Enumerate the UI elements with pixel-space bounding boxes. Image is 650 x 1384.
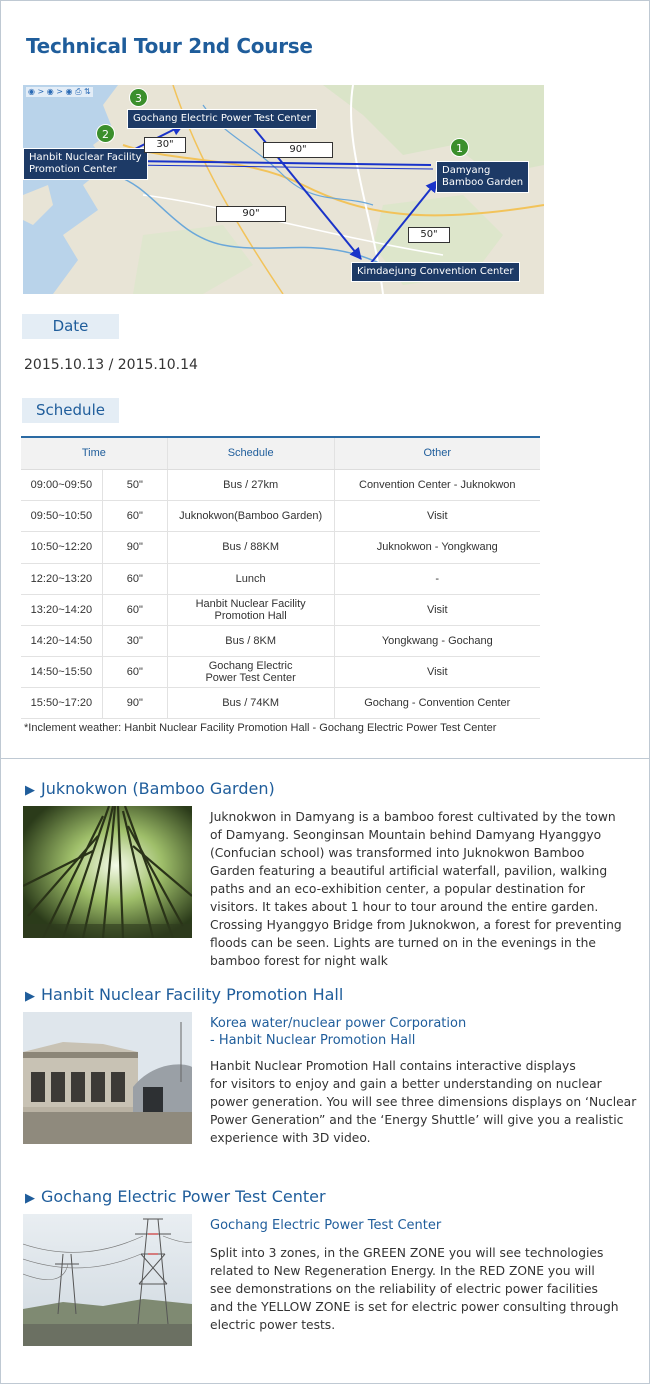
marker-2[interactable]: 2	[96, 124, 115, 143]
cell-duration: 60"	[102, 500, 167, 531]
cell-other: Visit	[334, 656, 540, 687]
feature-body-gochang: Split into 3 zones, in the GREEN ZONE you will see technologies related to New Regeneration Energy. In the RED ZONE you will see demonstrations on the reliability of electric power facilities and the YELLOW ZONE is set for electric power consulting through electric power tests.	[210, 1246, 619, 1332]
schedule-body	[21, 469, 540, 718]
date-label: Date	[22, 314, 119, 339]
cell-time: 14:20~14:50	[21, 625, 102, 656]
feature-title-hanbit	[25, 985, 343, 1004]
cell-schedule: Juknokwon(Bamboo Garden)	[167, 500, 334, 531]
table-row	[21, 500, 540, 531]
table-header-row	[21, 437, 540, 469]
duration-badge-90-bottom: 90"	[216, 206, 286, 222]
map-label-hanbit-line2: Promotion Center	[29, 164, 117, 175]
cell-time: 13:20~14:20	[21, 594, 102, 625]
triangle-bullet-icon: ▶	[25, 989, 35, 1004]
feature-subtitle-hanbit: Korea water/nuclear power Corporation - Hanbit Nuclear Promotion Hall	[210, 1016, 467, 1048]
cell-duration: 60"	[102, 563, 167, 594]
map-label-damyang[interactable]	[436, 161, 529, 193]
map-label-gochang[interactable]: Gochang Electric Power Test Center	[127, 109, 317, 129]
cell-duration: 90"	[102, 531, 167, 563]
feature-title-text: Hanbit Nuclear Facility Promotion Hall	[41, 985, 344, 1004]
cell-time: 10:50~12:20	[21, 531, 102, 563]
table-row	[21, 625, 540, 656]
hanbit-promotion-hall-photo	[23, 1012, 192, 1144]
bamboo-forest-photo	[23, 806, 192, 938]
cell-other: -	[334, 563, 540, 594]
cell-schedule: Hanbit Nuclear Facility Promotion Hall	[167, 594, 334, 625]
table-row	[21, 656, 540, 687]
cell-schedule: Bus / 74KM	[167, 687, 334, 718]
table-row	[21, 687, 540, 718]
cell-time: 14:50~15:50	[21, 656, 102, 687]
duration-badge-30: 30"	[144, 137, 186, 153]
feature-title-gochang	[25, 1187, 326, 1206]
table-row	[21, 469, 540, 500]
cell-time: 12:20~13:20	[21, 563, 102, 594]
map-label-hanbit[interactable]	[23, 148, 148, 180]
cell-schedule: Gochang Electric Power Test Center	[167, 656, 334, 687]
map-label-hanbit-line1: Hanbit Nuclear Facility	[29, 152, 142, 163]
cell-time: 09:50~10:50	[21, 500, 102, 531]
feature-body-juknokwon: Juknokwon in Damyang is a bamboo forest cultivated by the town of Damyang. Seonginsan Mountain behind Damyang Hyanggyo (Confucian school) was transformed into Juknokwon Bamboo Garden featuring a beautiful artificial waterfall, pavilion, walking paths and an eco-exhibition center, a popular destination for visitors. It takes about 1 hour to tour around the entire garden. Crossing Hyanggyo Bridge from Juknokwon, a forest for preventing floods can be seen. Lights are turned on in the evenings in the bamboo forest for night walk	[210, 810, 622, 968]
cell-duration: 60"	[102, 594, 167, 625]
cell-duration: 50"	[102, 469, 167, 500]
duration-badge-50: 50"	[408, 227, 450, 243]
cell-duration: 60"	[102, 656, 167, 687]
cell-time: 15:50~17:20	[21, 687, 102, 718]
cell-other: Juknokwon - Yongkwang	[334, 531, 540, 563]
cell-other: Convention Center - Juknokwon	[334, 469, 540, 500]
cell-time: 09:00~09:50	[21, 469, 102, 500]
cell-other: Gochang - Convention Center	[334, 687, 540, 718]
cell-other: Yongkwang - Gochang	[334, 625, 540, 656]
gochang-test-center-photo	[23, 1214, 192, 1346]
schedule-table	[21, 436, 540, 719]
feature-title-juknokwon	[25, 779, 275, 798]
cell-other: Visit	[334, 594, 540, 625]
triangle-bullet-icon: ▶	[25, 1191, 35, 1206]
marker-3[interactable]: 3	[129, 88, 148, 107]
header-time: Time	[21, 437, 167, 469]
triangle-bullet-icon: ▶	[25, 783, 35, 798]
marker-1[interactable]: 1	[450, 138, 469, 157]
route-map[interactable]	[23, 85, 544, 294]
page-title: Technical Tour 2nd Course	[26, 34, 313, 58]
map-label-convention[interactable]: Kimdaejung Convention Center	[351, 262, 520, 282]
cell-schedule: Bus / 27km	[167, 469, 334, 500]
cell-other: Visit	[334, 500, 540, 531]
table-row	[21, 531, 540, 563]
header-schedule: Schedule	[167, 437, 334, 469]
cell-schedule: Bus / 8KM	[167, 625, 334, 656]
date-value: 2015.10.13 / 2015.10.14	[24, 357, 198, 373]
map-toolbar[interactable]: ◉ > ◉ > ◉ ⎙ ⇅	[28, 87, 91, 96]
map-label-damyang-line1: Damyang	[442, 165, 491, 176]
cell-schedule: Lunch	[167, 563, 334, 594]
cell-duration: 30"	[102, 625, 167, 656]
map-label-damyang-line2: Bamboo Garden	[442, 177, 524, 188]
feature-subtitle-gochang: Gochang Electric Power Test Center	[210, 1218, 442, 1233]
cell-duration: 90"	[102, 687, 167, 718]
cell-schedule: Bus / 88KM	[167, 531, 334, 563]
table-row	[21, 563, 540, 594]
feature-title-text: Juknokwon (Bamboo Garden)	[41, 779, 275, 798]
section-divider	[1, 758, 649, 759]
duration-badge-90-top: 90"	[263, 142, 333, 158]
weather-note: *Inclement weather: Hanbit Nuclear Facility Promotion Hall - Gochang Electric Power Test Center	[24, 722, 497, 734]
schedule-label: Schedule	[22, 398, 119, 423]
header-other: Other	[334, 437, 540, 469]
feature-body-hanbit: Hanbit Nuclear Promotion Hall contains interactive displays for visitors to enjoy and gain a better understanding on nuclear power generation. You will see three dimensions displays on ‘Nuclear Power Generation” and the ‘Energy Shuttle’ will give you a realistic experience with 3D video.	[210, 1059, 637, 1145]
feature-title-text: Gochang Electric Power Test Center	[41, 1187, 326, 1206]
table-row	[21, 594, 540, 625]
